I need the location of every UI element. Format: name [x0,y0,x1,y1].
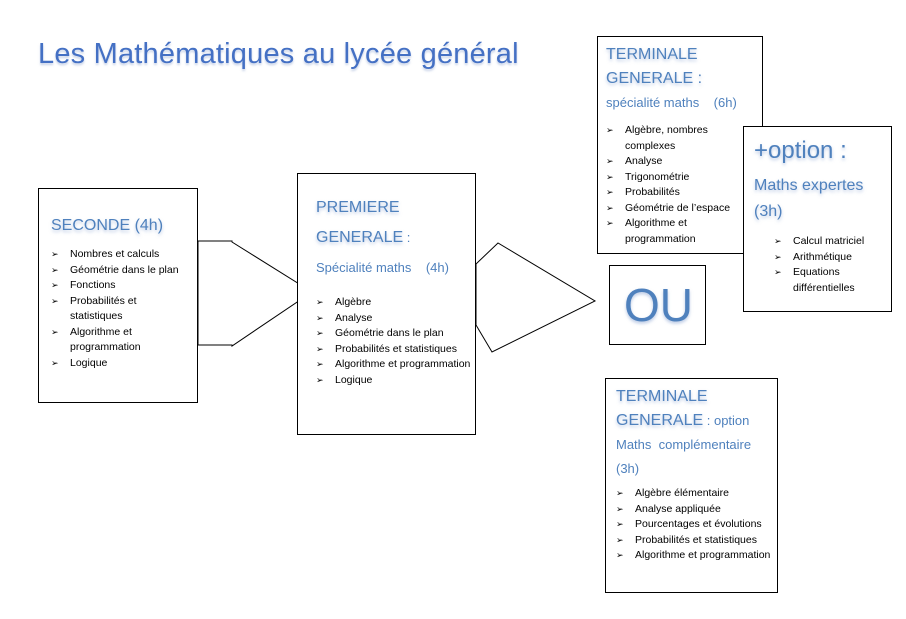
list-item: ➢ Logique [51,356,191,372]
terminale-specialite-line3: spécialité maths (6h) [606,95,737,110]
ou-box [609,265,706,345]
seconde-box [38,188,198,403]
list-item: ➢ Algèbre élémentaire [616,486,776,502]
option-expertes-line2: Maths expertes [754,177,864,194]
list-item: ➢ Nombres et calculs [51,247,191,263]
list-item: ➢ Arithmétique [774,250,889,266]
page-title: Les Mathématiques au lycée général [38,38,519,70]
terminale-complementaire-line4: (3h) [616,461,640,476]
list-item: ➢ Trigonométrie [606,170,751,186]
list-item: ➢ Algorithme et programmation [51,325,191,356]
list-item: ➢ Analyse [316,311,476,327]
list-item: ➢ Probabilités et statistiques [51,294,191,325]
list-item: ➢ Equations différentielles [774,265,889,296]
seconde-heading: SECONDE (4h) [51,217,164,234]
list-item: ➢ Géométrie dans le plan [51,263,191,279]
premiere-list [316,295,476,388]
list-item: ➢ Algèbre [316,295,476,311]
terminale-complementaire-line1: TERMINALE [616,388,708,405]
premiere-box [297,173,476,435]
list-item: ➢ Probabilités et statistiques [316,342,476,358]
arrow-seconde-to-premiere [198,241,312,346]
premiere-line3: Spécialité maths (4h) [316,260,449,275]
list-item: ➢ Algèbre, nombres complexes [606,123,751,154]
terminale-specialite-line1: TERMINALE [606,46,698,63]
list-item: ➢ Géométrie de l’espace [606,201,751,217]
terminale-complementaire-list [616,486,776,564]
option-expertes-line1: +option : [754,137,847,164]
terminale-complementaire-box [605,378,778,593]
list-item: ➢ Probabilités [606,185,751,201]
list-item: ➢ Probabilités et statistiques [616,533,776,549]
option-expertes-list [774,234,889,296]
arrow-premiere-to-terminale [476,243,595,352]
list-item: ➢ Analyse [606,154,751,170]
list-item: ➢ Algorithme et programmation [316,357,476,373]
terminale-complementaire-line2-suffix: : option [703,413,750,428]
terminale-complementaire-line2-wrap [616,409,776,433]
premiere-line2-wrap [316,226,476,250]
terminale-specialite-box [597,36,763,254]
list-item: ➢ Pourcentages et évolutions [616,517,776,533]
terminale-complementaire-line3: Maths complémentaire [616,437,752,452]
terminale-specialite-heading [606,43,761,115]
list-item: ➢ Fonctions [51,278,191,294]
list-item: ➢ Logique [316,373,476,389]
terminale-specialite-list [606,123,751,247]
list-item: ➢ Analyse appliquée [616,502,776,518]
premiere-line2: GENERALE [316,229,404,246]
list-item: ➢ Géométrie dans le plan [316,326,476,342]
premiere-line1: PREMIERE [316,199,400,216]
terminale-complementaire-line2: GENERALE [616,412,704,429]
premiere-line2-suffix: : [403,230,411,245]
terminale-specialite-line2: GENERALE : [606,70,703,87]
premiere-heading [316,196,476,280]
terminale-complementaire-heading [616,385,776,481]
list-item: ➢ Algorithme et programmation [616,548,776,564]
ou-label: OU [624,279,693,331]
option-expertes-line3: (3h) [754,203,783,220]
list-item: ➢ Algorithme et programmation [606,216,751,247]
seconde-list [51,247,191,371]
list-item: ➢ Calcul matriciel [774,234,889,250]
option-expertes-box [743,126,892,312]
option-expertes-title [754,173,889,225]
